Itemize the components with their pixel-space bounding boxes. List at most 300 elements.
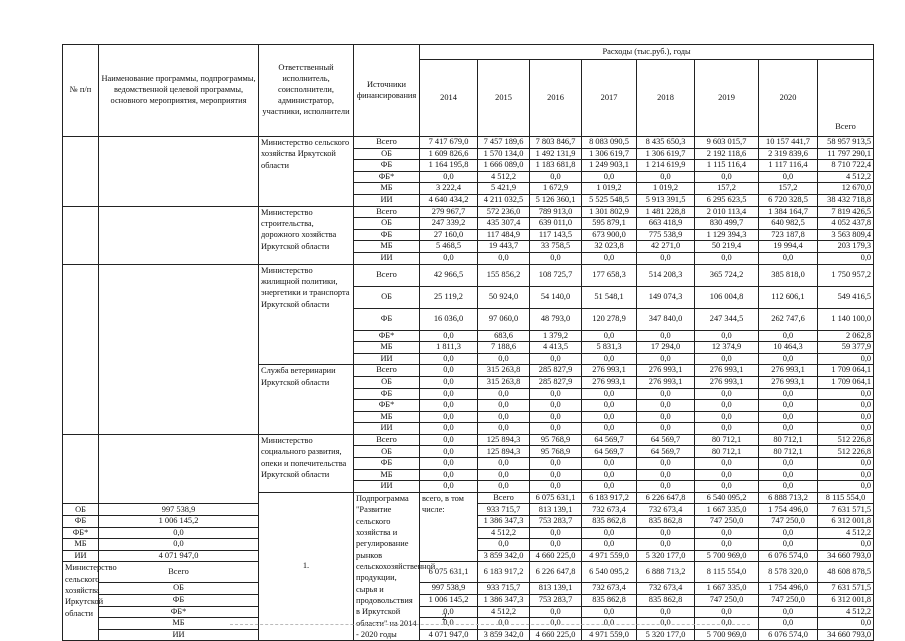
funding-source: ОБ — [63, 504, 99, 516]
total-cell: 0,0 — [818, 539, 874, 551]
value-cell: 0,0 — [420, 458, 478, 470]
value-cell: 7 417 679,0 — [420, 137, 478, 149]
value-cell: 0,0 — [637, 618, 695, 630]
value-cell: 0,0 — [420, 252, 478, 264]
table-body — [63, 137, 874, 641]
funding-source: ФБ — [354, 388, 420, 400]
value-cell: 435 307,4 — [478, 218, 530, 230]
table-row — [63, 206, 874, 218]
value-cell: 663 418,9 — [637, 218, 695, 230]
value-cell: 723 187,8 — [759, 229, 818, 241]
value-cell: 80 712,1 — [759, 446, 818, 458]
funding-source: ФБ — [354, 229, 420, 241]
total-cell: 6 312 001,8 — [818, 594, 874, 606]
value-cell: 285 827,9 — [530, 376, 582, 388]
value-cell: 0,0 — [582, 606, 637, 618]
total-cell: 0,0 — [818, 618, 874, 630]
value-cell: 0,0 — [759, 330, 818, 342]
value-cell: 0,0 — [530, 527, 582, 539]
value-cell: 33 758,5 — [530, 241, 582, 253]
table-row — [63, 137, 874, 149]
value-cell: 0,0 — [478, 411, 530, 423]
value-cell: 0,0 — [582, 481, 637, 493]
value-cell: 5 126 360,1 — [530, 194, 582, 206]
value-cell: 4 211 032,5 — [478, 194, 530, 206]
value-cell: 48 793,0 — [530, 308, 582, 330]
value-cell: 50 219,4 — [695, 241, 759, 253]
value-cell: 0,0 — [695, 458, 759, 470]
value-cell: 0,0 — [582, 411, 637, 423]
value-cell: 0,0 — [695, 618, 759, 630]
value-cell: 4 640 434,2 — [420, 194, 478, 206]
value-cell: 6 226 647,8 — [530, 562, 582, 583]
value-cell: 3 859 342,0 — [478, 629, 530, 641]
total-cell: 549 416,5 — [818, 286, 874, 308]
value-cell: 64 569,7 — [637, 446, 695, 458]
total-cell: 0,0 — [818, 353, 874, 365]
value-cell: 6 720 328,5 — [759, 194, 818, 206]
value-cell: 1 183 681,8 — [530, 160, 582, 172]
value-cell: 0,0 — [478, 400, 530, 412]
total-cell: 0,0 — [818, 469, 874, 481]
value-cell: 0,0 — [637, 330, 695, 342]
header-executor: Ответственный исполнитель, соисполнители, администратор, участники, исполнители — [259, 45, 354, 137]
funding-source: ФБ* — [354, 171, 420, 183]
value-cell: 5 913 391,5 — [637, 194, 695, 206]
value-cell: 0,0 — [582, 527, 637, 539]
value-cell: 0,0 — [637, 411, 695, 423]
value-cell: 0,0 — [530, 388, 582, 400]
value-cell: 0,0 — [420, 365, 478, 377]
value-cell: 0,0 — [637, 469, 695, 481]
value-cell: 4 660 225,0 — [530, 550, 582, 562]
funding-source: ИИ — [354, 353, 420, 365]
value-cell: 27 160,0 — [420, 229, 478, 241]
value-cell: 50 924,0 — [478, 286, 530, 308]
value-cell: 4 413,5 — [530, 342, 582, 354]
value-cell: 42 271,0 — [637, 241, 695, 253]
header-year: 2019 — [695, 60, 759, 137]
value-cell: 7 188,6 — [478, 342, 530, 354]
total-cell: 34 660 793,0 — [818, 550, 874, 562]
table-row — [63, 562, 874, 583]
value-cell: 1 379,2 — [530, 330, 582, 342]
header-year: 2017 — [582, 60, 637, 137]
value-cell: 0,0 — [637, 353, 695, 365]
value-cell: 835 862,8 — [637, 594, 695, 606]
total-cell: 2 062,8 — [818, 330, 874, 342]
value-cell: 0,0 — [582, 388, 637, 400]
value-cell: 6 075 631,1 — [530, 492, 582, 504]
value-cell: 0,0 — [478, 458, 530, 470]
value-cell: 6 540 095,2 — [695, 492, 759, 504]
value-cell: 0,0 — [420, 481, 478, 493]
funding-source: МБ — [99, 618, 259, 630]
value-cell: 4 512,2 — [478, 606, 530, 618]
value-cell: 0,0 — [530, 469, 582, 481]
total-cell: 0,0 — [818, 458, 874, 470]
value-cell: 0,0 — [530, 539, 582, 551]
value-cell: 1 129 394,3 — [695, 229, 759, 241]
value-cell: 6 076 574,0 — [759, 550, 818, 562]
value-cell: 789 913,0 — [530, 206, 582, 218]
value-cell: 0,0 — [695, 469, 759, 481]
total-cell: 0,0 — [818, 481, 874, 493]
value-cell: 0,0 — [478, 252, 530, 264]
value-cell: 1 115 116,4 — [695, 160, 759, 172]
value-cell: 8 115 554,0 — [695, 562, 759, 583]
value-cell: 0,0 — [759, 252, 818, 264]
total-cell: 4 052 437,8 — [818, 218, 874, 230]
funding-source: ОБ — [99, 583, 259, 595]
value-cell: 753 283,7 — [530, 594, 582, 606]
value-cell: 6 888 713,2 — [637, 562, 695, 583]
table-row — [63, 434, 874, 446]
value-cell: 1 386 347,3 — [478, 594, 530, 606]
value-cell: 732 673,4 — [637, 583, 695, 595]
value-cell: 0,0 — [759, 400, 818, 412]
total-cell: 512 226,8 — [818, 434, 874, 446]
value-cell: 117 143,5 — [530, 229, 582, 241]
value-cell: 95 768,9 — [530, 446, 582, 458]
value-cell: 1 666 089,0 — [478, 160, 530, 172]
executor-cell: Служба ветеринарии Иркутской области — [259, 365, 354, 435]
executor-cell: всего, в том числе: — [420, 492, 478, 562]
value-cell: 1 306 619,7 — [582, 148, 637, 160]
header-year: 2020 — [759, 60, 818, 137]
value-cell: 1 301 802,9 — [582, 206, 637, 218]
value-cell: 747 250,0 — [695, 516, 759, 528]
program-name — [99, 137, 259, 207]
value-cell: 0,0 — [759, 411, 818, 423]
funding-source: МБ — [354, 183, 420, 195]
value-cell: 0,0 — [637, 171, 695, 183]
value-cell: 572 236,0 — [478, 206, 530, 218]
value-cell: 276 993,1 — [759, 365, 818, 377]
funding-source: Всего — [478, 492, 530, 504]
value-cell: 8 435 650,3 — [637, 137, 695, 149]
executor-cell: Министерство строительства, дорожного хозяйства Иркутской области — [259, 206, 354, 264]
value-cell: 347 840,0 — [637, 308, 695, 330]
value-cell: 830 499,7 — [695, 218, 759, 230]
total-cell: 512 226,8 — [818, 446, 874, 458]
value-cell: 1 667 335,0 — [695, 583, 759, 595]
value-cell: 155 856,2 — [478, 264, 530, 286]
value-cell: 997 538,9 — [99, 504, 259, 516]
total-cell: 0,0 — [818, 252, 874, 264]
total-cell: 11 797 290,1 — [818, 148, 874, 160]
value-cell: 0,0 — [420, 618, 478, 630]
value-cell: 1 811,3 — [420, 342, 478, 354]
header-year: 2015 — [478, 60, 530, 137]
value-cell: 108 725,7 — [530, 264, 582, 286]
value-cell: 54 140,0 — [530, 286, 582, 308]
value-cell: 8 578 320,0 — [759, 562, 818, 583]
value-cell: 120 278,9 — [582, 308, 637, 330]
value-cell: 0,0 — [637, 458, 695, 470]
value-cell: 6 075 631,1 — [420, 562, 478, 583]
funding-source: МБ — [354, 241, 420, 253]
funding-source: ФБ* — [63, 527, 99, 539]
value-cell: 640 982,5 — [759, 218, 818, 230]
value-cell: 0,0 — [759, 469, 818, 481]
value-cell: 0,0 — [582, 539, 637, 551]
value-cell: 0,0 — [582, 469, 637, 481]
row-number — [63, 137, 99, 207]
total-cell: 48 608 878,5 — [818, 562, 874, 583]
value-cell: 6 183 917,2 — [478, 562, 530, 583]
total-cell: 1 750 957,2 — [818, 264, 874, 286]
total-cell: 0,0 — [818, 423, 874, 435]
value-cell: 813 139,1 — [530, 583, 582, 595]
value-cell: 1 672,9 — [530, 183, 582, 195]
table-row — [63, 583, 874, 595]
total-cell: 0,0 — [818, 400, 874, 412]
funding-source: ФБ* — [354, 400, 420, 412]
value-cell: 6 076 574,0 — [759, 629, 818, 641]
value-cell: 0,0 — [582, 400, 637, 412]
value-cell: 247 339,2 — [420, 218, 478, 230]
value-cell: 0,0 — [478, 469, 530, 481]
value-cell: 0,0 — [530, 411, 582, 423]
value-cell: 0,0 — [530, 458, 582, 470]
value-cell: 1 492 131,9 — [530, 148, 582, 160]
value-cell: 97 060,0 — [478, 308, 530, 330]
value-cell: 10 464,3 — [759, 342, 818, 354]
total-cell: 12 670,0 — [818, 183, 874, 195]
value-cell: 0,0 — [582, 618, 637, 630]
value-cell: 0,0 — [695, 527, 759, 539]
value-cell: 0,0 — [582, 353, 637, 365]
value-cell: 64 569,7 — [637, 434, 695, 446]
funding-source: ОБ — [354, 218, 420, 230]
value-cell: 639 011,0 — [530, 218, 582, 230]
total-cell: 1 140 100,0 — [818, 308, 874, 330]
value-cell: 0,0 — [695, 481, 759, 493]
value-cell: 0,0 — [695, 400, 759, 412]
value-cell: 0,0 — [420, 376, 478, 388]
funding-source: ИИ — [99, 629, 259, 641]
value-cell: 0,0 — [695, 606, 759, 618]
value-cell: 1 006 145,2 — [99, 516, 259, 528]
total-cell: 7 631 571,5 — [818, 583, 874, 595]
funding-source: ИИ — [354, 252, 420, 264]
value-cell: 125 894,3 — [478, 434, 530, 446]
value-cell: 732 673,4 — [637, 504, 695, 516]
value-cell: 0,0 — [478, 423, 530, 435]
value-cell: 997 538,9 — [420, 583, 478, 595]
funding-source: ИИ — [63, 550, 99, 562]
value-cell: 6 183 917,2 — [582, 492, 637, 504]
funding-source: Всего — [99, 562, 259, 583]
value-cell: 9 603 015,7 — [695, 137, 759, 149]
header-name: Наименование программы, подпрограммы, ведомственной целевой программы, основного мероприятия, мероприятия — [99, 45, 259, 137]
funding-source: МБ — [354, 469, 420, 481]
value-cell: 683,6 — [478, 330, 530, 342]
value-cell: 2 010 113,4 — [695, 206, 759, 218]
funding-source: ИИ — [354, 481, 420, 493]
value-cell: 1 249 903,1 — [582, 160, 637, 172]
value-cell: 4 971 559,0 — [582, 629, 637, 641]
value-cell: 0,0 — [530, 400, 582, 412]
value-cell: 8 115 554,0 — [818, 492, 874, 504]
total-cell: 0,0 — [818, 411, 874, 423]
value-cell: 1 667 335,0 — [695, 504, 759, 516]
funding-source: ФБ — [354, 458, 420, 470]
total-cell: 203 179,3 — [818, 241, 874, 253]
header-source: Источники финансирования — [354, 45, 420, 137]
value-cell: 933 715,7 — [478, 583, 530, 595]
value-cell: 0,0 — [582, 330, 637, 342]
value-cell: 2 319 839,6 — [759, 148, 818, 160]
funding-source: ФБ* — [99, 606, 259, 618]
total-cell: 4 512,2 — [818, 527, 874, 539]
total-cell: 6 312 001,8 — [818, 516, 874, 528]
value-cell: 835 862,8 — [582, 516, 637, 528]
value-cell: 0,0 — [695, 171, 759, 183]
funding-source: ИИ — [354, 194, 420, 206]
value-cell: 276 993,1 — [695, 365, 759, 377]
funding-source: ОБ — [354, 286, 420, 308]
funding-source: Всего — [354, 206, 420, 218]
total-cell: 59 377,9 — [818, 342, 874, 354]
value-cell: 514 208,3 — [637, 264, 695, 286]
total-cell: 58 957 913,5 — [818, 137, 874, 149]
value-cell: 0,0 — [530, 618, 582, 630]
value-cell: 315 263,8 — [478, 365, 530, 377]
value-cell: 835 862,8 — [637, 516, 695, 528]
funding-source: Всего — [354, 264, 420, 286]
value-cell: 6 226 647,8 — [637, 492, 695, 504]
value-cell: 0,0 — [637, 481, 695, 493]
value-cell: 12 374,9 — [695, 342, 759, 354]
value-cell: 835 862,8 — [582, 594, 637, 606]
value-cell: 6 295 623,5 — [695, 194, 759, 206]
value-cell: 4 071 947,0 — [99, 550, 259, 562]
value-cell: 0,0 — [478, 353, 530, 365]
value-cell: 1 754 496,0 — [759, 504, 818, 516]
value-cell: 732 673,4 — [582, 504, 637, 516]
value-cell: 42 966,5 — [420, 264, 478, 286]
value-cell: 0,0 — [637, 539, 695, 551]
value-cell: 17 294,0 — [637, 342, 695, 354]
funding-source: ФБ — [354, 160, 420, 172]
value-cell: 0,0 — [420, 434, 478, 446]
total-cell: 1 709 064,1 — [818, 365, 874, 377]
value-cell: 0,0 — [637, 527, 695, 539]
executor-cell: Министерство жилищной политики, энергетики и транспорта Иркутской области — [259, 264, 354, 365]
value-cell: 0,0 — [420, 469, 478, 481]
value-cell: 2 192 118,6 — [695, 148, 759, 160]
program-name — [99, 434, 259, 504]
value-cell: 4 512,2 — [478, 171, 530, 183]
value-cell: 0,0 — [530, 606, 582, 618]
total-cell: 1 709 064,1 — [818, 376, 874, 388]
program-name — [99, 206, 259, 264]
value-cell: 0,0 — [99, 527, 259, 539]
value-cell: 0,0 — [420, 446, 478, 458]
value-cell: 157,2 — [759, 183, 818, 195]
value-cell: 112 606,1 — [759, 286, 818, 308]
value-cell: 285 827,9 — [530, 365, 582, 377]
table-row — [63, 264, 874, 286]
value-cell: 385 818,0 — [759, 264, 818, 286]
executor-cell: Министерство сельского хозяйства Иркутской области — [63, 562, 99, 641]
value-cell: 1 019,2 — [582, 183, 637, 195]
value-cell: 5 320 177,0 — [637, 629, 695, 641]
value-cell: 1 570 134,0 — [478, 148, 530, 160]
value-cell: 3 222,4 — [420, 183, 478, 195]
value-cell: 0,0 — [530, 252, 582, 264]
value-cell: 4 512,2 — [478, 527, 530, 539]
value-cell: 0,0 — [420, 411, 478, 423]
value-cell: 0,0 — [695, 353, 759, 365]
program-name — [99, 264, 259, 434]
value-cell: 64 569,7 — [582, 434, 637, 446]
value-cell: 0,0 — [637, 400, 695, 412]
value-cell: 0,0 — [637, 423, 695, 435]
total-cell: 0,0 — [818, 388, 874, 400]
value-cell: 753 283,7 — [530, 516, 582, 528]
value-cell: 6 888 713,2 — [759, 492, 818, 504]
value-cell: 262 747,6 — [759, 308, 818, 330]
value-cell: 0,0 — [582, 423, 637, 435]
value-cell: 0,0 — [478, 481, 530, 493]
value-cell: 276 993,1 — [582, 365, 637, 377]
value-cell: 0,0 — [530, 171, 582, 183]
value-cell: 0,0 — [478, 539, 530, 551]
budget-table — [62, 44, 874, 641]
funding-source: Всего — [354, 434, 420, 446]
value-cell: 1 386 347,3 — [478, 516, 530, 528]
value-cell: 1 214 619,9 — [637, 160, 695, 172]
value-cell: 933 715,7 — [478, 504, 530, 516]
value-cell: 0,0 — [695, 388, 759, 400]
value-cell: 5 700 969,0 — [695, 629, 759, 641]
row-number — [63, 434, 99, 504]
value-cell: 0,0 — [530, 353, 582, 365]
value-cell: 732 673,4 — [582, 583, 637, 595]
value-cell: 0,0 — [420, 330, 478, 342]
value-cell: 0,0 — [759, 171, 818, 183]
value-cell: 0,0 — [695, 411, 759, 423]
value-cell: 19 443,7 — [478, 241, 530, 253]
footer-divider — [230, 624, 750, 625]
value-cell: 0,0 — [695, 539, 759, 551]
value-cell: 0,0 — [759, 527, 818, 539]
funding-source: ИИ — [354, 423, 420, 435]
funding-source: ФБ — [63, 516, 99, 528]
total-cell: 8 710 722,4 — [818, 160, 874, 172]
value-cell: 747 250,0 — [759, 594, 818, 606]
value-cell: 1 306 619,7 — [637, 148, 695, 160]
value-cell: 157,2 — [695, 183, 759, 195]
value-cell: 0,0 — [478, 388, 530, 400]
row-number: 1. — [259, 492, 354, 640]
value-cell: 7 803 846,7 — [530, 137, 582, 149]
header-total: Всего — [818, 60, 874, 137]
value-cell: 5 421,9 — [478, 183, 530, 195]
value-cell: 0,0 — [695, 330, 759, 342]
total-cell: 4 512,2 — [818, 171, 874, 183]
header-year: 2014 — [420, 60, 478, 137]
value-cell: 1 609 826,6 — [420, 148, 478, 160]
value-cell: 4 071 947,0 — [420, 629, 478, 641]
value-cell: 0,0 — [530, 423, 582, 435]
value-cell: 0,0 — [99, 539, 259, 551]
value-cell: 247 344,5 — [695, 308, 759, 330]
funding-source: Всего — [354, 365, 420, 377]
